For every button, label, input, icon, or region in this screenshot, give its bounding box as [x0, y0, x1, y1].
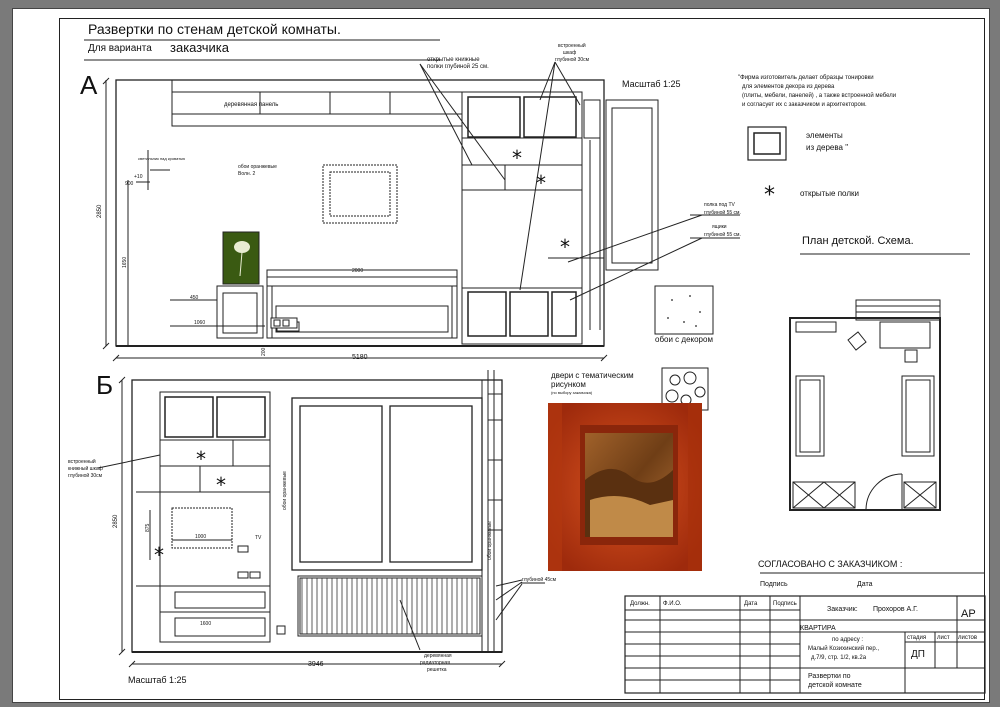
asterisk-b-2: *	[216, 473, 226, 497]
elevation-a-scale: Масштаб 1:25	[622, 79, 681, 89]
label-wood-panel: деревянная панель	[224, 102, 279, 108]
tb-stage-value: ДП	[911, 649, 925, 660]
note-line-3: (плиты, мебели, панелей) , а также встроенной мебели	[742, 93, 897, 99]
label-builtin-a-3: глубиной 30см	[555, 57, 590, 63]
plan-title: План детской. Схема.	[802, 235, 914, 247]
label-tv-shelf: полка под TV	[704, 202, 735, 208]
label-wallpaper: обои оранжевые	[238, 164, 277, 170]
tb-customer-name: Прохоров А.Г.	[873, 606, 918, 613]
legend-elements: элементы	[806, 131, 843, 140]
label-radiator-3: решетка	[427, 667, 447, 673]
approval-date: Дата	[857, 581, 873, 588]
asterisk-b-1: *	[196, 447, 206, 471]
elevation-b	[98, 370, 545, 667]
asterisk-a-1: *	[512, 146, 522, 170]
asterisk-b-3: *	[154, 543, 164, 567]
label-left-note: светильник над кроватью	[138, 156, 186, 161]
label-drawers: ящики	[712, 224, 727, 230]
approval-signature: Подпись	[760, 581, 788, 588]
elevation-a-letter: А	[80, 70, 98, 100]
dim-a-6: +10	[134, 174, 143, 180]
approval-title: СОГЛАСОВАНО С ЗАКАЗЧИКОМ :	[758, 559, 903, 569]
legend-open-shelves: открытые полки	[800, 189, 859, 198]
dim-b-3: 875	[145, 523, 151, 532]
label-wallpaper-b-right: обои оранжевые	[487, 521, 493, 560]
room-plan	[790, 300, 940, 510]
tb-stage-label: стадия	[907, 635, 927, 641]
label-radiator-2: радиаторная	[420, 660, 450, 666]
dim-a-4: 200	[261, 347, 267, 356]
elevation-a	[103, 62, 740, 361]
wallpaper-decor-swatch	[655, 286, 713, 334]
tb-address-label: по адресу :	[832, 637, 864, 643]
label-drawers-2: глубиной 55 см.	[704, 232, 741, 238]
tb-address-1: Малый Козихинский пер.,	[808, 646, 880, 652]
wallpaper-decor-label: обои с декором	[655, 335, 713, 344]
tb-sheets-label: листов	[958, 635, 978, 641]
tb-object: КВАРТИРА	[800, 625, 836, 632]
dim-a-3: 1060	[194, 320, 206, 326]
label-builtin-a: встроенный	[558, 43, 586, 49]
dim-b-2: 1600	[200, 621, 212, 627]
label-builtin-b: встроенный	[68, 459, 96, 465]
label-builtin-b-2: книжный шкаф	[68, 466, 103, 472]
doors-title: двери с тематическим	[551, 371, 634, 380]
variant-name: заказчика	[170, 40, 230, 55]
tb-col-signature: Подпись	[773, 601, 797, 607]
tb-customer-label: Заказчик:	[827, 606, 858, 613]
tb-address-2: д.7/9, стр. 1/2, кв.2а	[811, 655, 867, 661]
legend-asterisk-icon: *	[764, 183, 775, 208]
dim-b-1: 1000	[195, 534, 207, 540]
asterisk-a-2: *	[536, 171, 546, 195]
dim-a-sofa: 2000	[352, 268, 364, 274]
variant-prefix: Для варианта	[88, 43, 152, 54]
tb-col-name: Ф.И.О.	[663, 601, 682, 607]
label-depth-right: глубиной 45см	[522, 577, 557, 583]
dim-b-width: 3946	[308, 661, 324, 668]
label-builtin-a-2: шкаф	[563, 50, 577, 56]
note-line-4: и согласует их с заказчиком и архитектором.	[742, 102, 867, 108]
doors-subtitle: (по выбору заказчика)	[551, 390, 593, 395]
legend-elements-2: из дерева "	[806, 143, 849, 152]
label-builtin-b-3: глубиной 30см	[68, 473, 103, 479]
doors-title-2: рисунком	[551, 380, 586, 389]
asterisk-a-3: *	[560, 235, 570, 259]
elevation-b-scale: Масштаб 1:25	[128, 675, 187, 685]
wallpaper-decor-pattern	[667, 295, 701, 327]
label-open-shelves-2: полки глубиной 25 см.	[427, 64, 489, 70]
label-tv-b: TV	[255, 535, 262, 541]
label-radiator: деревянная	[424, 653, 452, 659]
note-line-1: "Фирма изготовитель делает образцы тонировки	[738, 75, 874, 81]
elevation-b-letter: Б	[96, 370, 114, 400]
tb-sheet-title-2: детской комнате	[808, 682, 862, 689]
label-wallpaper-2: Волн. 2	[238, 171, 256, 177]
dim-a-5: 900	[125, 181, 134, 187]
dim-a-width: 5180	[352, 354, 368, 361]
label-wallpaper-b-left: обои оранжевые	[282, 471, 288, 510]
tb-sheet-title-1: Развертки по	[808, 673, 851, 680]
dim-a-height: 2850	[97, 204, 103, 218]
tb-code: АР	[961, 608, 976, 620]
dim-b-height: 2850	[113, 514, 119, 528]
dim-a-2: 450	[190, 295, 199, 301]
label-open-shelves: открытые книжные	[427, 57, 480, 63]
title-block	[625, 596, 985, 693]
note-line-2: для элементов декора из дерева	[742, 84, 835, 90]
label-tv-shelf-2: глубиной 55 см.	[704, 210, 741, 216]
tb-col-position: Должн.	[630, 601, 650, 607]
dim-a-1: 1650	[122, 256, 128, 268]
tb-col-date: Дата	[744, 601, 758, 607]
tb-sheet-label: лист	[937, 635, 950, 641]
door-image	[548, 403, 702, 571]
page-title: Развертки по стенам детской комнаты.	[88, 21, 341, 37]
